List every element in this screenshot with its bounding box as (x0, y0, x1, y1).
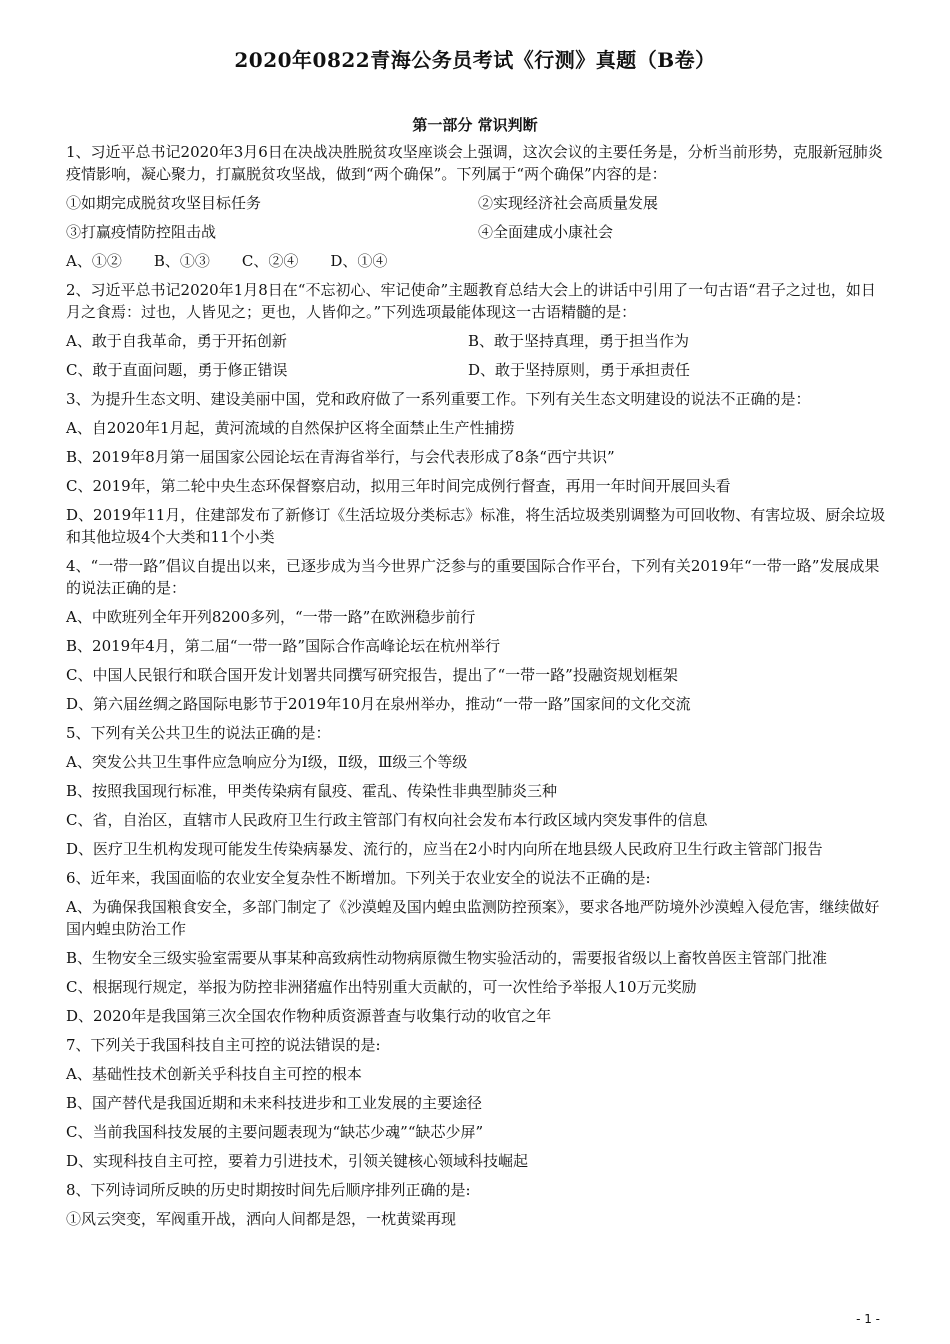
q5-option-c: C、省，自治区，直辖市人民政府卫生行政主管部门有权向社会发布本行政区域内突发事件的信息 (66, 811, 708, 829)
q1-statement-1: ①如期完成脱贫攻坚目标任务 (66, 194, 262, 212)
document-title: 2020年0822青海公务员考试《行测》真题（B卷） (234, 48, 716, 72)
q3-option-b: B、2019年8月第一届国家公园论坛在青海省举行，与会代表形成了8条“西宁共识” (66, 448, 615, 466)
page-number: - 1 - (856, 1312, 880, 1326)
question-5-stem: 5、下列有关公共卫生的说法正确的是： (66, 724, 331, 742)
q6-option-c: C、根据现行规定，举报为防控非洲猪瘟作出特别重大贡献的，可一次性给予举报人10万元奖励 (66, 978, 697, 996)
q7-option-a: A、基础性技术创新关乎科技自主可控的根本 (66, 1065, 362, 1083)
question-1-stem: 1、习近平总书记2020年3月6日在决战决胜脱贫攻坚座谈会上强调，这次会议的主要任务是，分析当前形势，克服新冠肺炎疫情影响，凝心聚力，打赢脱贫攻坚战，做到“两个确保”。下列属于“两个确保”内容的是： (66, 143, 883, 183)
q4-option-b: B、2019年4月，第二届“一带一路”国际合作高峰论坛在杭州举行 (66, 637, 501, 655)
q2-option-a: A、敢于自我革命，勇于开拓创新 (66, 332, 287, 350)
q4-option-a: A、中欧班列全年开列8200多列，“一带一路”在欧洲稳步前行 (66, 608, 476, 626)
q6-option-a: A、为确保我国粮食安全，多部门制定了《沙漠蝗及国内蝗虫监测防控预案》，要求各地严防境外沙漠蝗入侵危害，继续做好国内蝗虫防治工作 (66, 898, 880, 938)
q1-option-c: C、②④ (241, 252, 299, 270)
question-6-stem: 6、近年来，我国面临的农业安全复杂性不断增加。下列关于农业安全的说法不正确的是: (66, 869, 651, 887)
question-list (66, 141, 888, 1237)
q8-statement-1: ①风云突变，军阀重开战，洒向人间都是怨，一枕黄粱再现 (66, 1210, 457, 1228)
q1-statement-4: ④全面建成小康社会 (478, 223, 614, 241)
q1-statement-2: ②实现经济社会高质量发展 (478, 194, 659, 212)
q2-option-c: C、敢于直面问题，勇于修正错误 (66, 361, 288, 379)
q2-option-b: B、敢于坚持真理，勇于担当作为 (468, 332, 690, 350)
q7-option-b: B、国产替代是我国近期和未来科技进步和工业发展的主要途径 (66, 1094, 483, 1112)
section-heading: 第一部分 常识判断 (412, 116, 538, 134)
q6-option-d: D、2020年是我国第三次全国农作物种质资源普查与收集行动的收官之年 (66, 1007, 552, 1025)
q5-option-b: B、按照我国现行标准，甲类传染病有鼠疫、霍乱、传染性非典型肺炎三种 (66, 782, 558, 800)
question-4-stem: 4、“一带一路”倡议自提出以来，已逐步成为当今世界广泛参与的重要国际合作平台，下列有关2019年“一带一路”发展成果的说法正确的是： (66, 557, 880, 597)
question-3-stem: 3、为提升生态文明、建设美丽中国，党和政府做了一系列重要工作。下列有关生态文明建设的说法不正确的是： (66, 390, 811, 408)
q1-statement-3: ③打赢疫情防控阻击战 (66, 223, 217, 241)
q5-option-a: A、突发公共卫生事件应急响应分为Ⅰ级，Ⅱ级，Ⅲ级三个等级 (66, 753, 468, 771)
q3-option-d: D、2019年11月，住建部发布了新修订《生活垃圾分类标志》标准，将生活垃圾类别调整为可回收物、有害垃圾、厨余垃圾和其他垃圾4个大类和11个小类 (66, 506, 886, 546)
q4-option-d: D、第六届丝绸之路国际电影节于2019年10月在泉州举办，推动“一带一路”国家间的文化交流 (66, 695, 691, 713)
q7-option-d: D、实现科技自主可控，要着力引进技术，引领关键核心领域科技崛起 (66, 1152, 529, 1170)
q4-option-c: C、中国人民银行和联合国开发计划署共同撰写研究报告，提出了“一带一路”投融资规划框架 (66, 666, 678, 684)
q1-option-b: B、①③ (153, 252, 210, 270)
q1-option-d: D、①④ (330, 252, 388, 270)
q7-option-c: C、当前我国科技发展的主要问题表现为“缺芯少魂”“缺芯少屏” (66, 1123, 484, 1141)
question-8-stem: 8、下列诗词所反映的历史时期按时间先后顺序排列正确的是: (66, 1181, 471, 1199)
q1-option-a: A、①② (66, 252, 122, 270)
q6-option-b: B、生物安全三级实验室需要从事某种高致病性动物病原微生物实验活动的，需要报省级以上畜牧兽医主管部门批准 (66, 949, 828, 967)
q3-option-c: C、2019年，第二轮中央生态环保督察启动，拟用三年时间完成例行督查，再用一年时间开展回头看 (66, 477, 731, 495)
question-7-stem: 7、下列关于我国科技自主可控的说法错误的是: (66, 1036, 381, 1054)
q5-option-d: D、医疗卫生机构发现可能发生传染病暴发、流行的，应当在2小时内向所在地县级人民政府卫生行政主管部门报告 (66, 840, 823, 858)
question-2-stem: 2、习近平总书记2020年1月8日在“不忘初心、牢记使命”主题教育总结大会上的讲话中引用了一句古语“君子之过也，如日月之食焉：过也，人皆见之；更也，人皆仰之。”下列选项最能体现这一古语精髓的是： (66, 281, 876, 321)
q1-options (66, 250, 888, 272)
q2-option-d: D、敢于坚持原则，勇于承担责任 (468, 361, 691, 379)
q3-option-a: A、自2020年1月起，黄河流域的自然保护区将全面禁止生产性捕捞 (66, 419, 515, 437)
